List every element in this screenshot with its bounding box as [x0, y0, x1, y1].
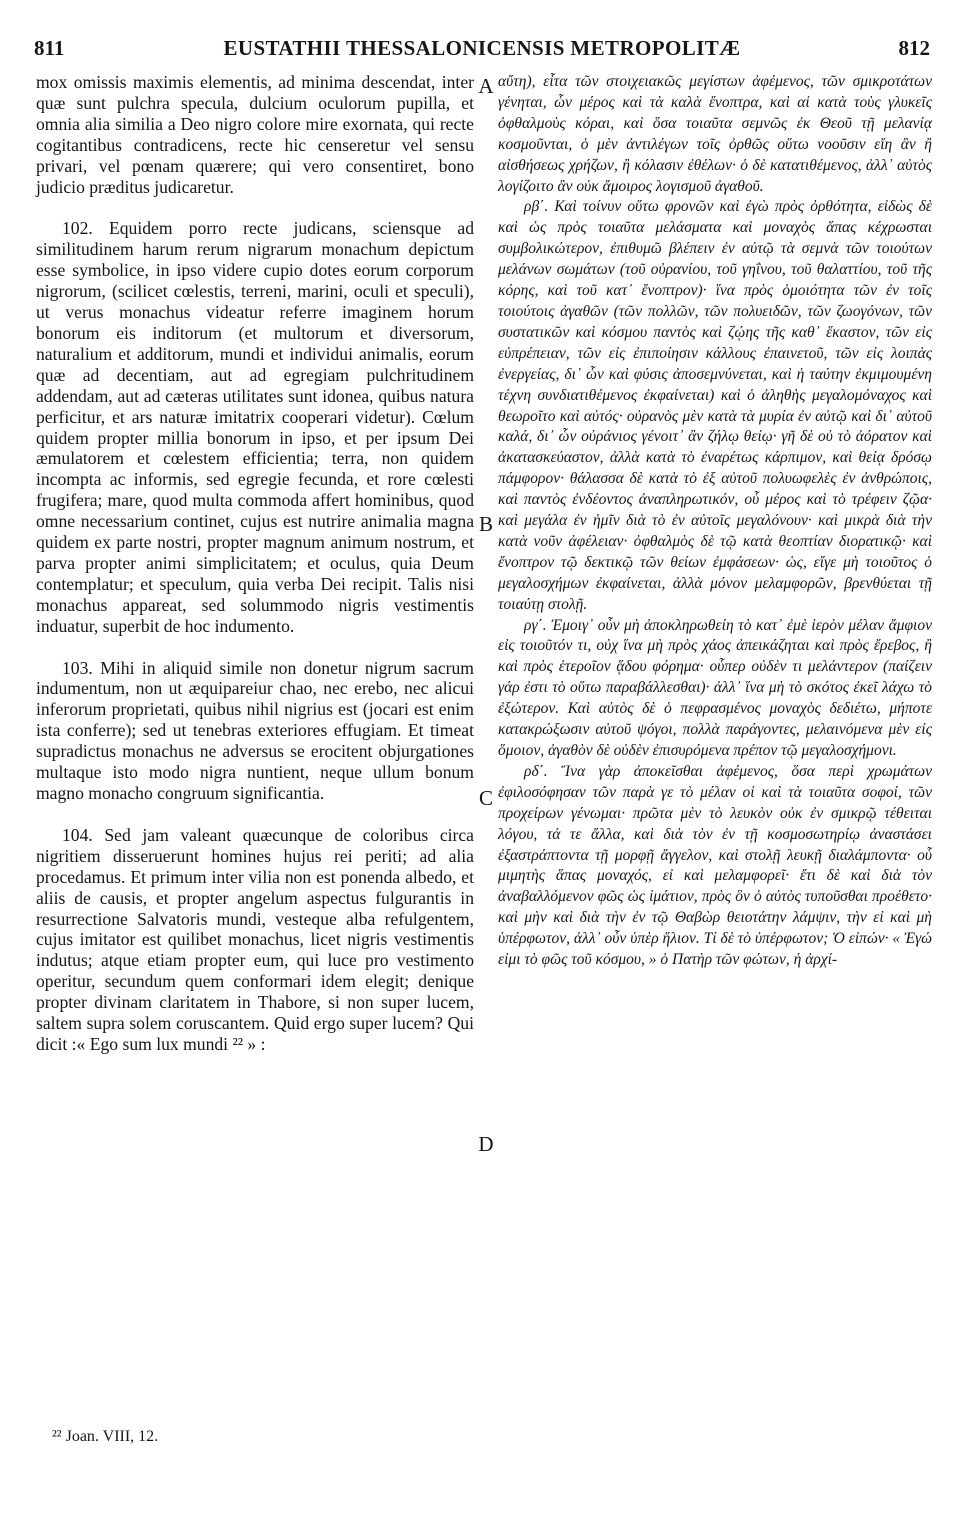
page-header	[34, 34, 930, 70]
latin-paragraph-104: 104. Sed jam valeant quæcunque de coloribus circa nigritiem disseruerunt homines hujus rei periti; ad alia procedamus. Et primum inter vilia non est ponenda albedo, et aliis de causis, et propter angelum aspectus fulgurantis in resurrectione Salvatoris mundi, vesteque alba refulgentem, cujus imitator est quilibet monachus, licet nigris vestimentis indutus; atque etiam propter eum, qui luce pro vestimento operitur, secundum quem conformari idem elegit; denique propter divinam claritatem in Thabore, si non super lucem, saltem supra solem coruscantem. Quid ergo super lucem? Qui dicit :« Ego sum lux mundi ²² » :	[36, 824, 474, 1054]
margin-marker-c: C	[478, 786, 493, 810]
running-title: EUSTATHII THESSALONICENSIS METROPOLITÆ	[223, 36, 741, 60]
greek-column	[498, 72, 932, 971]
latin-paragraph-103: 103. Mihi in aliquid simile non donetur nigrum sacrum indumentum, non ut æquipareiur chao, nec erebo, nec alicui inferorum proprietati, quibus nihil nigrius est (jocari est enim ista conferre); sed ut tenebras exteriores effugiam. Et timeat supradictus monachus ne adversus se erocitent objurgationes multaque isto modo nigra nuntient, neque ullum bonum magno monacho congruum significantia.	[36, 657, 474, 803]
page-number-right: 812	[898, 36, 930, 60]
greek-paragraph-103: ργ΄. Ἐμοιγ᾽ οὖν μὴ ἀποκληρωθείη τὸ κατ᾽ ἐμὲ ἱερὸν μέλαν ἄμφιον εἰς τοιοῦτόν τι, οὐχ ἵνα μὴ πρὸς χάος ἀπεικάζηται καὶ πρὸς ἔρεβος, ἢ καὶ πρὸς ἑτεροῖον ᾅδου φόρημα· οὗπερ οὐδὲν τι μελάντερον (παίζειν γάρ ἐστι τὸ οὕτω παραβάλλεσθαι)· ἀλλ᾽ ἵνα μὴ τὸ σκότος ἐκεῖ λάχω τὸ ἐξώτερον. Καὶ αὐτὸς δὲ ὁ πεφρασμένος μοναχὸς δεδιέτω, μήποτε κατακρώξωσιν αὐτοῦ ψόγοι, πολλὰ παράγοντες, μελαινόμενα μὲν εἰς ὅμοιον, ἀγαθὸν δὲ οὐδὲν ἐπισυρόμενα πρέπον τῷ μεγαλοσχήμονι.	[498, 616, 932, 759]
margin-marker-d: D	[478, 1132, 494, 1156]
greek-paragraph-104: ρδ΄. Ἵνα γὰρ ἀποκεῖσθαι ἀφέμενος, ὅσα περὶ χρωμάτων ἐφιλοσόφησαν τῶν παρὰ γε τὸ μέλαν οἱ καὶ τὰ τοιαῦτα σοφοί, τῶν προχείρων γένωμαι· πρῶτα μὲν τὸ λευκὸν οὐκ ἐν σμικρῷ τέθειται λόγου, τά τε ἄλλα, καὶ διὰ τὸν ἐν τῇ κοσμοσωτηρίῳ ἀναστάσει ἐξαστράπτοντα τῇ μορφῇ ἄγγελον, καὶ στολῇ λευκῇ διαλάμποντα· οὗ μιμητὴς ἅπας μοναχός, εἰ καὶ μελαμφορεῖ· ἔτι δὲ καὶ διὰ τὸν ἀναβαλλόμενον φῶς ὡς ἱμάτιον, πρὸς ὃν ὁ αὐτὸς τυποῦσθαι προέθετο· καὶ μὴν καὶ διὰ τὴν ἐν τῷ Θαβὼρ θειοτάτην λάμψιν, τὴν εἰ καὶ μὴ ὑπέρφωτον, ἀλλ᾽ οὖν ὑπὲρ ἥλιον. Τί δὲ τὸ ὑπέρφωτον; Ὁ εἰπών· « Ἐγώ εἰμι τὸ φῶς τοῦ κόσμου, » ὁ Πατὴρ τῶν φώτων, ἡ ἀρχί-	[498, 762, 932, 969]
margin-marker-b: B	[478, 512, 493, 536]
latin-paragraph-102: 102. Equidem porro recte judicans, sciensque ad similitudinem harum rerum nigrarum monachum depictum esse symbolice, in ipso videre cupio dotes eorum corporum nigrorum, (scilicet cœlestis, terreni, marini, oculi et speculi), ut verus monachus videatur referre imaginem horum bonorum eis inditorum (et multorum et diversorum, naturalium et additorum, mundi et individui animalis, eorum quæ ad decentiam, aut ad egregiam pulchritudinem addendam, aut ad cæteras utilitates sunt idonea, quibus natura perficitur, et ars naturæ imitatrix cooperari videtur). Cœlum quidem propter millia bonorum in ipso, et per ipsum Dei æmulatorem et cœlestem efficientia; terra, non quidem incompta ac informis, sed egregie fecunda, et rore cœlesti frugifera; mare, quod multa commoda affert hominibus, quod omne necessarium continet, cujus est nutrire animalia magna quidem ex parte nostri, propter magnum animum nostrum, et parva propter animi simplicitatem; et oculus, quia Deum contemplatur; et speculum, quia verba Dei recipit. Talis nisi monachus appareat, sed solummodo nigris vestimentis induatur, superbit de hoc indumento.	[36, 218, 474, 636]
greek-paragraph-102: ρβ΄. Καὶ τοίνυν οὕτω φρονῶν καὶ ἐγὼ πρὸς ὀρθότητα, εἰδὼς δὲ καὶ ὡς πρὸς τοιαῦτα μελάσματα καὶ μοναχὸς ἅπας κέχρωσται συμβολικώτερον, ἐπιθυμῶ βλέπειν ἐν αὐτῷ τὰ σεμνὰ τῶν τοιούτων μελάνων σωμάτων (τοῦ οὐρανίου, τοῦ γηΐνου, τοῦ θαλαττίου, τοῦ τῆς κόρης, καὶ τοῦ κατ᾽ ἔνοπτρον)· ἵνα πρὸς ὁμοιότητα τῶν ἐν τοῖς τοιούτοις ἀγαθῶν (τῶν πολλῶν, τῶν πολυειδῶν, τῶν ζωογόνων, τῶν συστατικῶν καὶ κόσμου παντὸς καὶ ζῴης τῆς καθ᾽ ἕκαστον, τῶν εἰς εὐπρέπειαν, τῶν εἰς ἐπιποίησιν κάλλους ἐπαινετοῦ, τῶν εἰς λοιπὰς ἐνεργείας, δι᾽ ὧν καὶ φύσις ἀποσεμνύνεται, καὶ ἡ ταύτην ἐκμιμουμένη τέχνη συνδιατιθέμενος ἐκφαίνεται) καὶ ὁ ἀληθὴς μεγαλομόναχος καὶ θεωροῖτο καὶ αὐτός· οὐρανὸς μὲν κατὰ τὰ μυρία ἐν αὐτῷ καὶ δι᾽ αὐτοῦ καλά, δι᾽ ὧν οὐράνιος γένοιτ᾽ ἂν ζήλῳ θείῳ· γῆ δὲ οὐ τὸ ἀόρατον καὶ ἀκατασκεύαστον, ἀλλὰ κατὰ τὸ ἐναρέτως κάρπιμον, καὶ θείᾳ δρόσῳ πάμφορον· θάλασσα δὲ κατὰ τὸ ἐξ αὐτοῦ πολυωφελὲς ἐν ἀνθρώποις, καὶ παντὸς ἐνδέοντος ἀναπληρωτικόν, οὗ μέρος καὶ τὸ τρέφειν ζῷα· καὶ μεγάλα ἐν ἡμῖν διὰ τὸ ἐν αὐτοῖς μεγαλόνουν· καὶ μικρὰ διὰ τὴν κατὰ νοῦν ἀφέλειαν· ὀφθαλμὸς δὲ τῷ κατὰ θεοπτίαν διορατικῷ· καὶ ἔνοπτρον τῷ δεκτικῷ τῶν θείων ἐμφάσεων· ὡς, εἴγε μὴ τοιοῦτος ὁ μεγαλοσχήμων ἐκφαίνεται, ἀλλὰ μόνον μελαμφορῶν, βρενθύεται τῇ τοιαύτῃ στολῇ.	[498, 198, 932, 613]
page-number-left: 811	[34, 36, 65, 60]
margin-marker-a: A	[478, 74, 494, 98]
footnote: ²² Joan. VIII, 12.	[52, 1428, 159, 1445]
latin-column	[36, 72, 474, 1055]
latin-paragraph-continuation: mox omissis maximis elementis, ad minima descendat, inter quæ sunt pulchra specula, dulcium oculorum pupilla, et omnia alia similia a Deo nigro colore mire exornata, qui recte cogitantibus contradicens, recte hic censeretur vel sensu privari, vel pœnam quærere; qui vero consentiret, bono judicio præditus judicaretur.	[36, 72, 474, 197]
greek-paragraph-continuation: αὔτη), εἶτα τῶν στοιχειακῶς μεγίστων ἀφέμενος, τῶν σμικροτάτων γένηται, ὧν μέρος καὶ τὰ καλὰ ἔνοπτρα, καὶ αἱ κατὰ τοὺς γλυκεῖς ὀφθαλμοὺς κόραι, καὶ ὅσα τοιαῦτα σεμνῶς ἐκ Θεοῦ τῇ μελανίᾳ κοσμοῦνται, ὁ μὲν ἀντιλέγων τοῖς ὀρθῶς οὕτω νοοῦσιν εἴη ἂν ἢ αἰσθήσεως χρήζων, ἢ κόλασιν ἐθέλων· ὁ δὲ κατατιθέμενος, ἀλλ᾽ αὐτὸς λογίζοιτο ἂν οὐκ ἄμοιρος λογισμοῦ ἀγαθοῦ.	[498, 73, 932, 195]
